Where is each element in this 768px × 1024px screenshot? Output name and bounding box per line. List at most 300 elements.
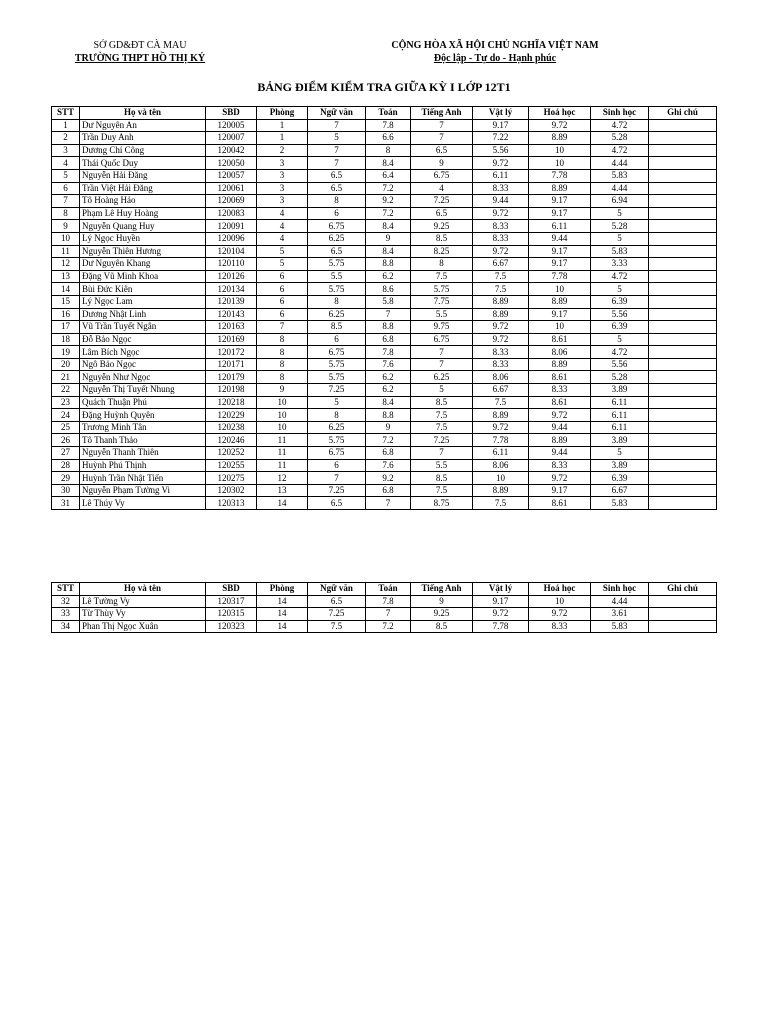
cell-name: Tô Hoàng Hảo [80, 195, 206, 208]
cell-sbd: 120315 [206, 608, 257, 621]
national-motto: Độc lập - Tự do - Hạnh phúc [433, 53, 557, 64]
cell-stt: 24 [52, 409, 80, 422]
table-row [52, 620, 717, 633]
cell-notes [649, 447, 717, 460]
cell-math: 8 [366, 144, 411, 157]
table-header-row [52, 583, 717, 596]
cell-chemistry: 8.89 [529, 434, 591, 447]
cell-math: 8.8 [366, 321, 411, 334]
cell-room: 8 [257, 371, 308, 384]
cell-room: 6 [257, 295, 308, 308]
cell-english: 5.5 [411, 459, 473, 472]
department-name: SỞ GD&ĐT CÀ MAU [93, 40, 187, 51]
cell-chemistry: 7.78 [529, 169, 591, 182]
cell-math: 6.8 [366, 333, 411, 346]
cell-stt: 3 [52, 144, 80, 157]
cell-stt: 18 [52, 333, 80, 346]
cell-stt: 7 [52, 195, 80, 208]
cell-name: Dương Chí Công [80, 144, 206, 157]
cell-name: Huỳnh Phú Thịnh [80, 459, 206, 472]
cell-stt: 27 [52, 447, 80, 460]
cell-english: 7 [411, 132, 473, 145]
cell-sbd: 120143 [206, 308, 257, 321]
cell-room: 1 [257, 119, 308, 132]
cell-english: 7 [411, 358, 473, 371]
cell-physics: 7.22 [473, 132, 529, 145]
cell-sbd: 120104 [206, 245, 257, 258]
cell-english: 6.5 [411, 207, 473, 220]
cell-stt: 29 [52, 472, 80, 485]
cell-biology: 5.28 [591, 371, 649, 384]
cell-physics: 8.89 [473, 308, 529, 321]
cell-english: 9 [411, 157, 473, 170]
cell-notes [649, 484, 717, 497]
cell-stt: 19 [52, 346, 80, 359]
cell-math: 7.8 [366, 346, 411, 359]
cell-sbd: 120218 [206, 396, 257, 409]
cell-math: 8.8 [366, 258, 411, 271]
cell-biology: 4.44 [591, 595, 649, 608]
table-row [52, 295, 717, 308]
cell-stt: 17 [52, 321, 80, 334]
cell-notes [649, 295, 717, 308]
cell-chemistry: 9.44 [529, 232, 591, 245]
cell-sbd: 120069 [206, 195, 257, 208]
cell-stt: 22 [52, 384, 80, 397]
table-row [52, 409, 717, 422]
cell-biology: 6.11 [591, 396, 649, 409]
cell-room: 4 [257, 207, 308, 220]
cell-biology: 3.89 [591, 459, 649, 472]
cell-literature: 8 [308, 295, 366, 308]
cell-notes [649, 232, 717, 245]
column-header-room: Phòng [257, 107, 308, 120]
cell-name: Quách Thuận Phú [80, 396, 206, 409]
cell-math: 9 [366, 232, 411, 245]
cell-stt: 30 [52, 484, 80, 497]
cell-literature: 6.5 [308, 182, 366, 195]
cell-physics: 5.56 [473, 144, 529, 157]
cell-notes [649, 358, 717, 371]
cell-english: 6.75 [411, 333, 473, 346]
cell-biology: 6.39 [591, 472, 649, 485]
cell-notes [649, 220, 717, 233]
cell-room: 2 [257, 144, 308, 157]
cell-math: 7.8 [366, 595, 411, 608]
column-header-sbd: SBD [206, 107, 257, 120]
cell-name: Nguyễn Thị Tuyết Nhung [80, 384, 206, 397]
cell-biology: 5 [591, 447, 649, 460]
cell-english: 7.5 [411, 270, 473, 283]
cell-physics: 9.72 [473, 421, 529, 434]
cell-notes [649, 132, 717, 145]
cell-notes [649, 321, 717, 334]
cell-physics: 10 [473, 472, 529, 485]
cell-literature: 5.75 [308, 434, 366, 447]
table-row [52, 308, 717, 321]
cell-notes [649, 169, 717, 182]
cell-math: 8.4 [366, 157, 411, 170]
cell-name: Đặng Huỳnh Quyên [80, 409, 206, 422]
cell-stt: 32 [52, 595, 80, 608]
cell-stt: 34 [52, 620, 80, 633]
cell-notes [649, 459, 717, 472]
cell-stt: 12 [52, 258, 80, 271]
cell-name: Nguyễn Thiên Hương [80, 245, 206, 258]
column-header-chemistry: Hoá học [529, 583, 591, 596]
cell-physics: 9.17 [473, 595, 529, 608]
table-row [52, 497, 717, 510]
cell-sbd: 120313 [206, 497, 257, 510]
cell-physics: 8.33 [473, 182, 529, 195]
cell-literature: 7.25 [308, 384, 366, 397]
cell-notes [649, 258, 717, 271]
cell-math: 7.2 [366, 207, 411, 220]
cell-name: Ngô Bảo Ngọc [80, 358, 206, 371]
cell-biology: 5 [591, 333, 649, 346]
column-header-name: Họ và tên [80, 583, 206, 596]
table-row [52, 119, 717, 132]
cell-stt: 6 [52, 182, 80, 195]
cell-english: 6.5 [411, 144, 473, 157]
cell-english: 7 [411, 346, 473, 359]
cell-physics: 6.67 [473, 258, 529, 271]
cell-math: 7.6 [366, 459, 411, 472]
cell-literature: 6.75 [308, 346, 366, 359]
cell-physics: 7.5 [473, 396, 529, 409]
cell-chemistry: 8.61 [529, 333, 591, 346]
cell-sbd: 120179 [206, 371, 257, 384]
cell-biology: 5.56 [591, 358, 649, 371]
cell-name: Tô Thanh Thảo [80, 434, 206, 447]
cell-math: 7 [366, 308, 411, 321]
cell-name: Nguyễn Hải Đăng [80, 169, 206, 182]
cell-literature: 7.25 [308, 484, 366, 497]
cell-notes [649, 333, 717, 346]
cell-biology: 6.39 [591, 321, 649, 334]
cell-chemistry: 10 [529, 283, 591, 296]
cell-chemistry: 9.44 [529, 447, 591, 460]
cell-name: Lý Ngọc Huyền [80, 232, 206, 245]
cell-chemistry: 9.17 [529, 245, 591, 258]
cell-math: 7.6 [366, 358, 411, 371]
table-row [52, 195, 717, 208]
cell-stt: 21 [52, 371, 80, 384]
cell-english: 7.25 [411, 434, 473, 447]
cell-room: 4 [257, 232, 308, 245]
cell-biology: 5.83 [591, 169, 649, 182]
cell-notes [649, 384, 717, 397]
cell-math: 7 [366, 608, 411, 621]
cell-chemistry: 9.72 [529, 472, 591, 485]
cell-biology: 4.72 [591, 270, 649, 283]
cell-notes [649, 308, 717, 321]
cell-room: 3 [257, 169, 308, 182]
cell-physics: 9.72 [473, 321, 529, 334]
cell-biology: 4.72 [591, 119, 649, 132]
cell-english: 8.75 [411, 497, 473, 510]
cell-biology: 3.61 [591, 608, 649, 621]
cell-name: Nguyễn Quang Huy [80, 220, 206, 233]
cell-literature: 5.75 [308, 371, 366, 384]
cell-biology: 4.44 [591, 157, 649, 170]
cell-name: Phan Thị Ngọc Xuân [80, 620, 206, 633]
cell-physics: 8.89 [473, 295, 529, 308]
cell-room: 3 [257, 157, 308, 170]
cell-room: 9 [257, 384, 308, 397]
cell-physics: 8.89 [473, 484, 529, 497]
cell-english: 9 [411, 595, 473, 608]
cell-chemistry: 9.17 [529, 195, 591, 208]
cell-stt: 31 [52, 497, 80, 510]
cell-sbd: 120110 [206, 258, 257, 271]
cell-room: 14 [257, 608, 308, 621]
cell-name: Lý Ngọc Lam [80, 295, 206, 308]
cell-sbd: 120317 [206, 595, 257, 608]
grades-table-1 [51, 106, 717, 510]
cell-english: 4 [411, 182, 473, 195]
cell-name: Từ Thùy Vy [80, 608, 206, 621]
cell-math: 6.8 [366, 447, 411, 460]
cell-physics: 8.33 [473, 358, 529, 371]
cell-physics: 8.89 [473, 409, 529, 422]
cell-room: 6 [257, 270, 308, 283]
cell-name: Dư Nguyên An [80, 119, 206, 132]
cell-stt: 4 [52, 157, 80, 170]
cell-name: Nguyễn Như Ngọc [80, 371, 206, 384]
table-row [52, 384, 717, 397]
column-header-sbd: SBD [206, 583, 257, 596]
cell-biology: 5.83 [591, 620, 649, 633]
table-row [52, 595, 717, 608]
cell-biology: 5.56 [591, 308, 649, 321]
cell-physics: 7.78 [473, 620, 529, 633]
cell-chemistry: 9.44 [529, 421, 591, 434]
cell-literature: 5.75 [308, 358, 366, 371]
table-row [52, 434, 717, 447]
cell-math: 6.2 [366, 371, 411, 384]
cell-notes [649, 283, 717, 296]
cell-biology: 4.72 [591, 144, 649, 157]
column-header-literature: Ngữ văn [308, 583, 366, 596]
cell-sbd: 120091 [206, 220, 257, 233]
cell-name: Trương Minh Tân [80, 421, 206, 434]
cell-room: 3 [257, 182, 308, 195]
cell-math: 6.8 [366, 484, 411, 497]
cell-english: 7.5 [411, 409, 473, 422]
table-row [52, 459, 717, 472]
cell-literature: 7.5 [308, 620, 366, 633]
cell-literature: 6.75 [308, 447, 366, 460]
cell-sbd: 120246 [206, 434, 257, 447]
cell-chemistry: 8.33 [529, 384, 591, 397]
cell-sbd: 120238 [206, 421, 257, 434]
cell-notes [649, 620, 717, 633]
cell-chemistry: 10 [529, 595, 591, 608]
cell-stt: 5 [52, 169, 80, 182]
cell-chemistry: 8.61 [529, 371, 591, 384]
cell-chemistry: 8.89 [529, 358, 591, 371]
cell-math: 8.4 [366, 220, 411, 233]
cell-chemistry: 7.78 [529, 270, 591, 283]
cell-biology: 3.33 [591, 258, 649, 271]
cell-stt: 15 [52, 295, 80, 308]
cell-math: 6.2 [366, 384, 411, 397]
cell-room: 10 [257, 409, 308, 422]
cell-name: Vũ Trần Tuyết Ngân [80, 321, 206, 334]
cell-chemistry: 9.72 [529, 119, 591, 132]
table-row [52, 421, 717, 434]
cell-sbd: 120255 [206, 459, 257, 472]
cell-notes [649, 472, 717, 485]
column-header-notes: Ghi chú [649, 583, 717, 596]
column-header-name: Họ và tên [80, 107, 206, 120]
cell-literature: 7.25 [308, 608, 366, 621]
cell-biology: 5 [591, 207, 649, 220]
cell-english: 9.25 [411, 608, 473, 621]
cell-biology: 6.39 [591, 295, 649, 308]
cell-biology: 5 [591, 232, 649, 245]
cell-room: 8 [257, 346, 308, 359]
school-header [40, 39, 240, 65]
table-row [52, 396, 717, 409]
cell-english: 9.25 [411, 220, 473, 233]
cell-literature: 6 [308, 459, 366, 472]
cell-math: 6.6 [366, 132, 411, 145]
cell-literature: 6.25 [308, 421, 366, 434]
cell-english: 5 [411, 384, 473, 397]
column-header-notes: Ghi chú [649, 107, 717, 120]
cell-stt: 1 [52, 119, 80, 132]
cell-literature: 6.5 [308, 497, 366, 510]
cell-room: 14 [257, 497, 308, 510]
cell-name: Lê Thúy Vy [80, 497, 206, 510]
cell-english: 8.5 [411, 472, 473, 485]
cell-english: 7 [411, 119, 473, 132]
table-row [52, 144, 717, 157]
cell-physics: 8.33 [473, 220, 529, 233]
column-header-chemistry: Hoá học [529, 107, 591, 120]
cell-biology: 5.28 [591, 220, 649, 233]
cell-stt: 11 [52, 245, 80, 258]
cell-biology: 6.67 [591, 484, 649, 497]
cell-physics: 9.72 [473, 333, 529, 346]
cell-notes [649, 434, 717, 447]
table-row [52, 258, 717, 271]
column-header-room: Phòng [257, 583, 308, 596]
table-row [52, 157, 717, 170]
cell-sbd: 120302 [206, 484, 257, 497]
cell-room: 7 [257, 321, 308, 334]
cell-chemistry: 8.06 [529, 346, 591, 359]
column-header-english: Tiếng Anh [411, 107, 473, 120]
cell-chemistry: 8.61 [529, 396, 591, 409]
cell-name: Trần Duy Anh [80, 132, 206, 145]
cell-biology: 6.94 [591, 195, 649, 208]
cell-biology: 3.89 [591, 384, 649, 397]
cell-name: Thái Quốc Duy [80, 157, 206, 170]
cell-name: Bùi Đức Kiên [80, 283, 206, 296]
table-row [52, 270, 717, 283]
cell-chemistry: 8.89 [529, 182, 591, 195]
cell-biology: 4.72 [591, 346, 649, 359]
cell-room: 3 [257, 195, 308, 208]
cell-stt: 14 [52, 283, 80, 296]
column-header-math: Toán [366, 107, 411, 120]
cell-physics: 7.5 [473, 497, 529, 510]
cell-literature: 7 [308, 157, 366, 170]
cell-biology: 4.44 [591, 182, 649, 195]
cell-biology: 6.11 [591, 421, 649, 434]
cell-math: 6.2 [366, 270, 411, 283]
column-header-literature: Ngữ văn [308, 107, 366, 120]
cell-sbd: 120252 [206, 447, 257, 460]
cell-math: 9.2 [366, 472, 411, 485]
cell-math: 7.2 [366, 182, 411, 195]
cell-notes [649, 119, 717, 132]
cell-math: 9.2 [366, 195, 411, 208]
cell-chemistry: 10 [529, 157, 591, 170]
cell-chemistry: 9.72 [529, 409, 591, 422]
cell-physics: 7.5 [473, 270, 529, 283]
cell-math: 7 [366, 497, 411, 510]
cell-chemistry: 9.17 [529, 484, 591, 497]
cell-english: 8.5 [411, 232, 473, 245]
cell-sbd: 120198 [206, 384, 257, 397]
cell-biology: 5 [591, 283, 649, 296]
cell-literature: 8 [308, 195, 366, 208]
cell-english: 7.5 [411, 421, 473, 434]
cell-literature: 7 [308, 472, 366, 485]
cell-literature: 8 [308, 409, 366, 422]
table-row [52, 346, 717, 359]
cell-room: 6 [257, 308, 308, 321]
cell-physics: 9.44 [473, 195, 529, 208]
cell-english: 8.5 [411, 396, 473, 409]
cell-room: 10 [257, 396, 308, 409]
cell-english: 7.75 [411, 295, 473, 308]
page-title: BẢNG ĐIỂM KIỂM TRA GIỮA KỲ I LỚP 12T1 [257, 80, 511, 94]
table-row [52, 484, 717, 497]
table-row [52, 371, 717, 384]
cell-english: 7.25 [411, 195, 473, 208]
cell-literature: 5.75 [308, 283, 366, 296]
cell-sbd: 120005 [206, 119, 257, 132]
column-header-math: Toán [366, 583, 411, 596]
cell-name: Dương Nhật Linh [80, 308, 206, 321]
table-row [52, 283, 717, 296]
cell-notes [649, 396, 717, 409]
cell-stt: 33 [52, 608, 80, 621]
cell-english: 5.75 [411, 283, 473, 296]
column-header-physics: Vật lý [473, 583, 529, 596]
cell-sbd: 120139 [206, 295, 257, 308]
column-header-biology: Sinh học [591, 107, 649, 120]
table-row [52, 333, 717, 346]
column-header-biology: Sinh học [591, 583, 649, 596]
cell-sbd: 120163 [206, 321, 257, 334]
table-row [52, 207, 717, 220]
cell-biology: 6.11 [591, 409, 649, 422]
cell-physics: 9.72 [473, 245, 529, 258]
cell-chemistry: 6.11 [529, 220, 591, 233]
table-row [52, 447, 717, 460]
cell-stt: 16 [52, 308, 80, 321]
cell-math: 8.8 [366, 409, 411, 422]
column-header-physics: Vật lý [473, 107, 529, 120]
cell-physics: 9.72 [473, 157, 529, 170]
cell-chemistry: 8.33 [529, 620, 591, 633]
